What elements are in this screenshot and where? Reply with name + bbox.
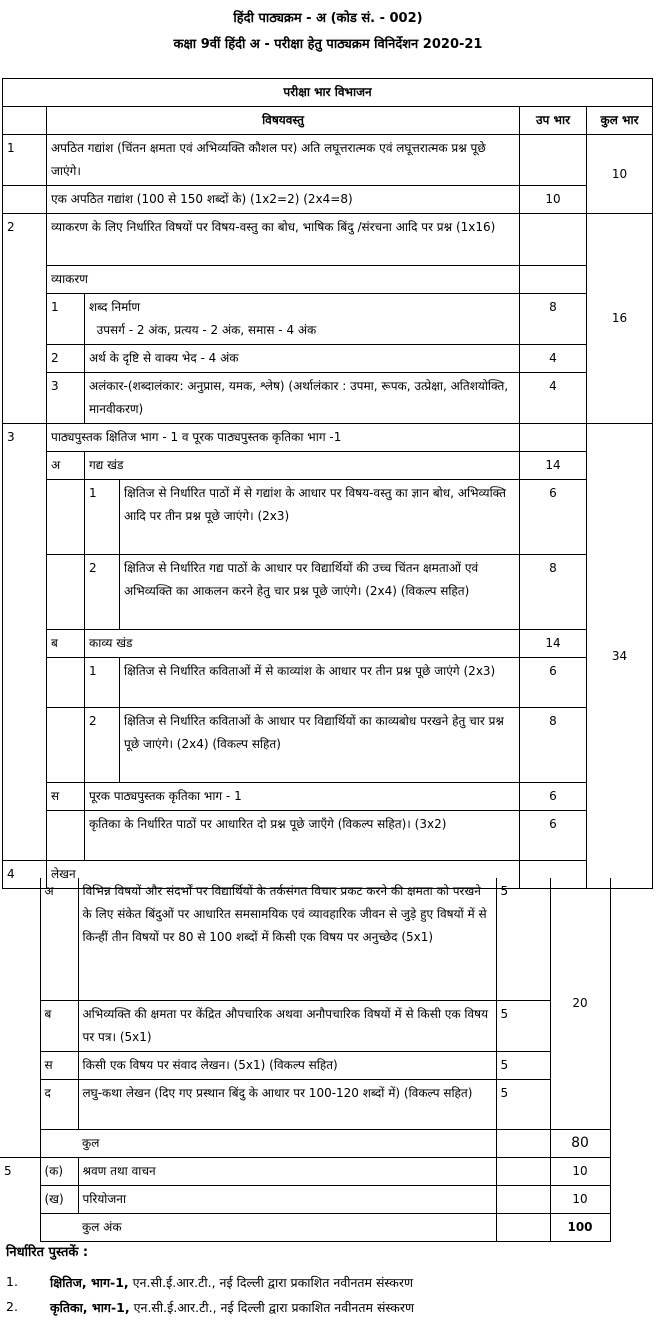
writing-text: अभिव्यक्ति की क्षमता पर केंद्रित औपचारिक अथवा अनौपचारिक विषयों में से किसी एक विषय पर पत्र। (5x1) xyxy=(78,1000,496,1051)
writing-table xyxy=(0,878,611,1242)
prescribed-books xyxy=(0,1242,656,1324)
prose-item-number: 2 xyxy=(85,555,120,630)
writing-weight: 5 xyxy=(496,1079,550,1129)
prose-item-weight: 8 xyxy=(520,555,587,630)
weightage-table xyxy=(2,78,653,889)
section-1-sub-text: एक अपठित गद्यांश (100 से 150 शब्दों के) (1x2=2) (2x4=8) xyxy=(47,186,520,214)
section-1-text: अपठित गद्यांश (चिंतन क्षमता एवं अभिव्यक्ति कौशल पर) अति लघूत्तरात्मक एवं लघूत्तरात्मक प्रश्न पूछे जाएंगे। xyxy=(47,135,520,186)
section-1-total: 10 xyxy=(587,135,653,214)
section-title: परीक्षा भार विभाजन xyxy=(3,79,653,107)
section-2-number: 2 xyxy=(3,214,47,266)
prose-item-number: 1 xyxy=(85,480,120,555)
s5-text: श्रवण तथा वाचन xyxy=(78,1157,496,1185)
section-1-number: 1 xyxy=(3,135,47,186)
writing-total: 20 xyxy=(550,878,610,1129)
prose-item-text: क्षितिज से निर्धारित गद्य पाठों के आधार पर विद्यार्थियों की उच्च चिंतन क्षमताओं एवं अभिव्यक्ति का आकलन करने हेतु चार प्रश्न पूछे जाएंगे। (2x4) (विकल्प सहित) xyxy=(120,555,520,630)
grammar-item-text: अलंकार-(शब्दालंकार: अनुप्रास, यमक, श्लेष) (अर्थालंकार : उपमा, रूपक, उत्प्रेक्षा, अतिशयोक्ति, मानवीकरण) xyxy=(85,373,520,424)
writing-weight: 5 xyxy=(496,1000,550,1051)
section-4-number: 4 xyxy=(3,861,47,889)
section-3-total: 34 xyxy=(587,424,653,889)
prose-letter: अ xyxy=(47,452,85,480)
book-number: 2. xyxy=(6,1299,18,1314)
poetry-weight: 14 xyxy=(520,630,587,658)
book-name: क्षितिज, भाग-1, xyxy=(50,1275,129,1290)
book-item xyxy=(0,1299,656,1316)
writing-weight: 5 xyxy=(496,1051,550,1079)
writing-letter: अ xyxy=(40,878,78,1000)
grammar-item-weight: 8 xyxy=(520,294,587,345)
poetry-item-text: क्षितिज से निर्धारित कविताओं के आधार पर विद्यार्थियों का काव्यबोध परखने हेतु चार प्रश्न पूछे जाएंगे। (2x4) (विकल्प सहित) xyxy=(120,708,520,783)
subtotal-value: 80 xyxy=(550,1129,610,1157)
poetry-item-weight: 8 xyxy=(520,708,587,783)
supplementary-text: कृतिका के निर्धारित पाठों पर आधारित दो प्रश्न पूछे जाएँगे (विकल्प सहित)। (3x2) xyxy=(85,811,520,861)
s5-text: परियोजना xyxy=(78,1185,496,1213)
section-5-number: 5 xyxy=(0,1157,40,1185)
poetry-label: काव्य खंड xyxy=(85,630,520,658)
book-number: 1. xyxy=(6,1274,18,1289)
book-desc: एन.सी.ई.आर.टी., नई दिल्ली द्वारा प्रकाशित नवीनतम संस्करण xyxy=(133,1300,415,1315)
page-title-line2: कक्षा 9वीं हिंदी अ - परीक्षा हेतु पाठ्यक्रम विनिर्देशन 2020-21 xyxy=(173,37,483,52)
writing-text: विभिन्न विषयों और संदर्भों पर विद्यार्थियों के तर्कसंगत विचार प्रकट करने की क्षमता को परखने के लिए संकेत बिंदुओं पर आधारित समसामयिक एवं व्यावहारिक जीवन से जुड़े हुए विषयों में से किन्हीं तीन विषयों पर 80 से 100 शब्दों में किसी एक विषय पर अनुच्छेद (5x1) xyxy=(78,878,496,1000)
s5-weight: 10 xyxy=(550,1157,610,1185)
col-subject-header: विषयवस्तु xyxy=(47,107,520,135)
grammar-item-number: 3 xyxy=(47,373,85,424)
grammar-item-text: अर्थ के दृष्टि से वाक्य भेद - 4 अंक xyxy=(85,345,520,373)
supplementary-text-weight: 6 xyxy=(520,811,587,861)
book-desc: एन.सी.ई.आर.टी., नई दिल्ली द्वारा प्रकाशित नवीनतम संस्करण xyxy=(132,1275,414,1290)
section-3-text: पाठ्यपुस्तक क्षितिज भाग - 1 व पूरक पाठ्यपुस्तक कृतिका भाग -1 xyxy=(47,424,520,452)
s5-weight: 10 xyxy=(550,1185,610,1213)
s5-letter: (क) xyxy=(40,1157,78,1185)
writing-text: किसी एक विषय पर संवाद लेखन। (5x1) (विकल्प सहित) xyxy=(78,1051,496,1079)
poetry-item-text: क्षितिज से निर्धारित कविताओं में से काव्यांश के आधार पर तीन प्रश्न पूछे जाएंगे (2x3) xyxy=(120,658,520,708)
section-2-text: व्याकरण के लिए निर्धारित विषयों पर विषय-वस्तु का बोध, भाषिक बिंदु /संरचना आदि पर प्रश्न (1x16) xyxy=(47,214,520,266)
section-3-number: 3 xyxy=(3,424,47,452)
poetry-item-number: 1 xyxy=(85,658,120,708)
grammar-item-number: 2 xyxy=(47,345,85,373)
writing-letter: द xyxy=(40,1079,78,1129)
col-sub-weight-header: उप भार xyxy=(520,107,587,135)
section-1-sub-weight: 10 xyxy=(520,186,587,214)
writing-text: लघु-कथा लेखन (दिए गए प्रस्थान बिंदु के आधार पर 100-120 शब्दों में) (विकल्प सहित) xyxy=(78,1079,496,1129)
section-2-total: 16 xyxy=(587,214,653,424)
grammar-item-weight: 4 xyxy=(520,345,587,373)
poetry-item-weight: 6 xyxy=(520,658,587,708)
prose-item-weight: 6 xyxy=(520,480,587,555)
prose-item-text: क्षितिज से निर्धारित पाठों में से गद्यांश के आधार पर विषय-वस्तु का ज्ञान बोध, अभिव्यक्ति आदि पर तीन प्रश्न पूछे जाएंगे। (2x3) xyxy=(120,480,520,555)
poetry-letter: ब xyxy=(47,630,85,658)
grammar-label: व्याकरण xyxy=(47,266,520,294)
s5-letter: (ख) xyxy=(40,1185,78,1213)
supplementary-label: पूरक पाठ्यपुस्तक कृतिका भाग - 1 xyxy=(85,783,520,811)
grammar-item-text: शब्द निर्माण उपसर्ग - 2 अंक, प्रत्यय - 2 अंक, समास - 4 अंक xyxy=(85,294,520,345)
book-name: कृतिका, भाग-1, xyxy=(50,1300,130,1315)
prose-label: गद्य खंड xyxy=(85,452,520,480)
supplementary-letter: स xyxy=(47,783,85,811)
grand-total-label: कुल अंक xyxy=(78,1213,496,1241)
books-heading: निर्धारित पुस्तकें : xyxy=(6,1245,89,1260)
page-title-line1: हिंदी पाठ्यक्रम - अ (कोड सं. - 002) xyxy=(233,11,423,26)
col-total-weight-header: कुल भार xyxy=(587,107,653,135)
book-item xyxy=(0,1274,656,1291)
writing-weight: 5 xyxy=(496,878,550,1000)
grammar-item-number: 1 xyxy=(47,294,85,345)
writing-letter: स xyxy=(40,1051,78,1079)
section-4-text: लेखन xyxy=(47,861,520,889)
poetry-item-number: 2 xyxy=(85,708,120,783)
grammar-item-weight: 4 xyxy=(520,373,587,424)
supplementary-weight: 6 xyxy=(520,783,587,811)
subtotal-label: कुल xyxy=(78,1129,496,1157)
writing-letter: ब xyxy=(40,1000,78,1051)
grand-total-value: 100 xyxy=(550,1213,610,1241)
prose-weight: 14 xyxy=(520,452,587,480)
